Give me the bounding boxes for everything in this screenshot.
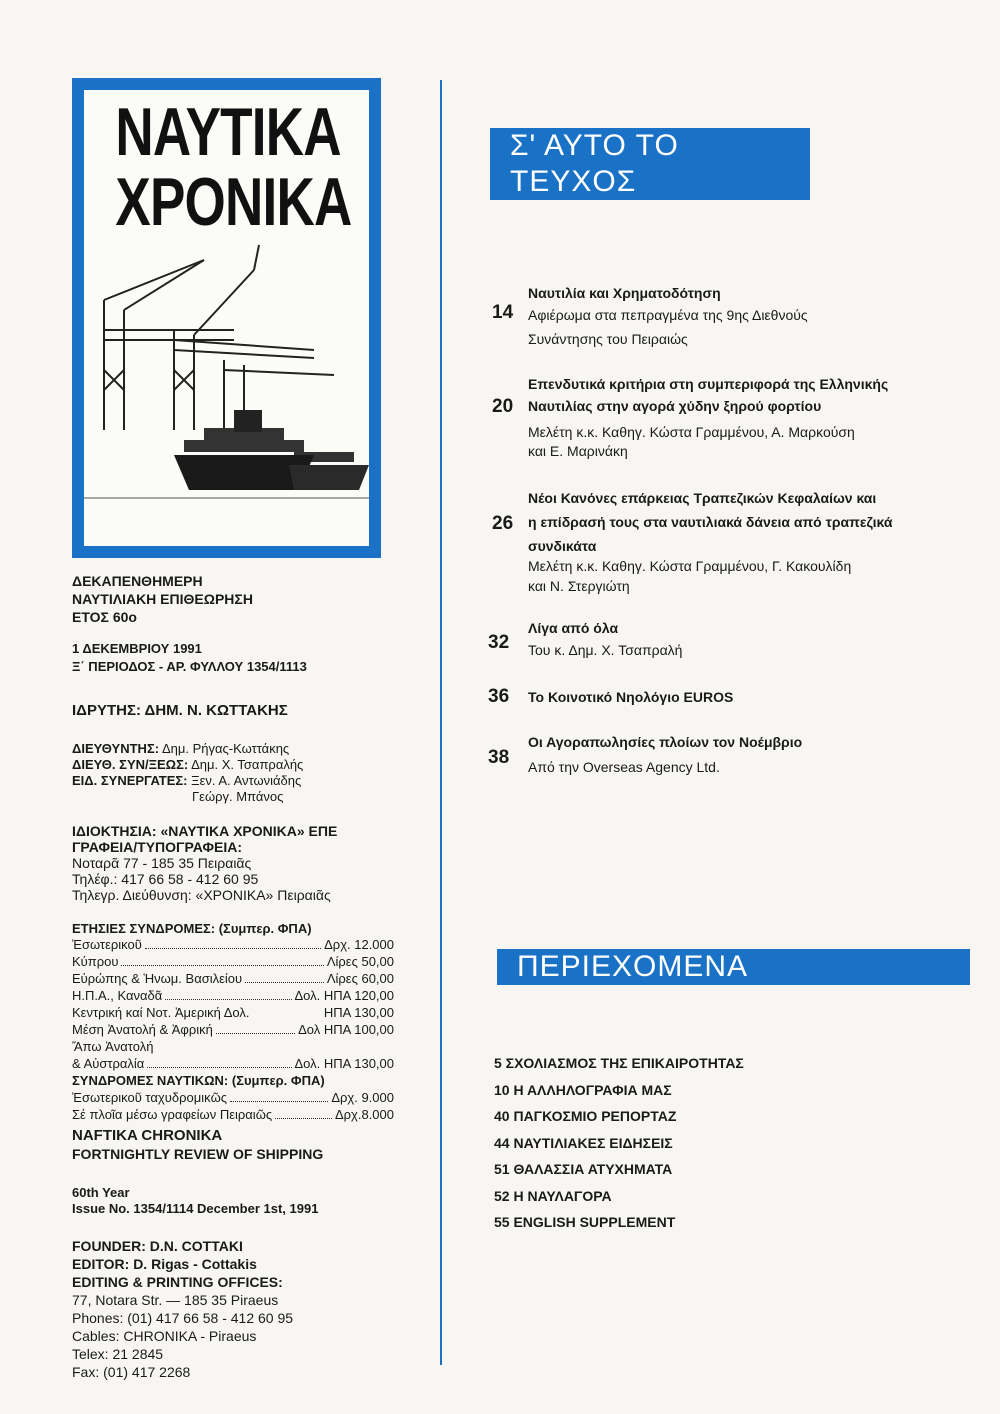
- toc-item-20-title1: Επενδυτικά κριτήρια στη συμπεριφορά της Ελληνικής: [528, 376, 889, 392]
- subscription-row: Σέ πλοῖα μέσω γραφείων Πειραιῶς Δρχ.8.000: [72, 1107, 394, 1122]
- toc-item-36-page: 36: [488, 686, 510, 707]
- english-address: 77, Notara Str. — 185 35 Piraeus: [72, 1292, 279, 1308]
- subscription-row: Ἐσωτερικοῦ Δρχ. 12.000: [72, 937, 394, 952]
- staff-director: [72, 740, 289, 757]
- publication-type-line2: ΝΑΥΤΙΛΙΑΚΗ ΕΠΙΘΕΩΡΗΣΗ: [72, 591, 253, 607]
- english-offices: EDITING & PRINTING OFFICES:: [72, 1274, 283, 1290]
- toc-item-26-sub2: και Ν. Στεργιώτη: [528, 578, 630, 594]
- toc-item-14-page: 14: [492, 302, 514, 323]
- toc-item-38-page: 38: [488, 747, 510, 768]
- subscriptions-table: [72, 936, 394, 1123]
- english-phones: Phones: (01) 417 66 58 - 412 60 95: [72, 1310, 294, 1326]
- toc-item-32-title: Λίγα από όλα: [528, 620, 619, 636]
- english-tagline: FORTNIGHTLY REVIEW OF SHIPPING: [72, 1146, 324, 1162]
- english-cables: Cables: CHRONIKA - Piraeus: [72, 1328, 257, 1344]
- toc-item-26-title2: η επίδρασή τους στα ναυτιλιακά δάνεια από τραπεζικά: [528, 514, 893, 530]
- toc-item-20-sub1: Μελέτη κ.κ. Καθηγ. Κώστα Γραμμένου, Α. Μαρκούση: [528, 424, 855, 440]
- toc-item-36-title: Το Κοινοτικό Νηολόγιο EUROS: [528, 689, 734, 705]
- staff-editor: [72, 756, 303, 773]
- contents-list: [494, 1050, 744, 1236]
- toc-item-14-sub1: Αφιέρωμα στα πεπραγμένα της 9ης Διεθνούς: [528, 307, 808, 323]
- ownership-phone: Τηλέφ.: 417 66 58 - 412 60 95: [72, 871, 259, 887]
- toc-item-26-sub1: Μελέτη κ.κ. Καθηγ. Κώστα Γραμμένου, Γ. Κακουλίδη: [528, 558, 852, 574]
- subscriptions-sailors-heading: ΣΥΝΔΡΟΜΕΣ ΝΑΥΤΙΚΩΝ: (Συμπερ. ΦΠΑ): [72, 1073, 325, 1088]
- publication-type-line1: ΔΕΚΑΠΕΝΘΗΜΕΡΗ: [72, 573, 203, 589]
- staff-editor-label: ΔΙΕΥΘ. ΣΥΝ/ΞΕΩΣ:: [72, 757, 189, 772]
- publication-issue: Ξ΄ ΠΕΡΙΟΔΟΣ - ΑΡ. ΦΥΛΛΟΥ 1354/1113: [72, 659, 307, 674]
- toc-item-32-sub1: Του κ. Δημ. Χ. Τσαπραλή: [528, 642, 683, 658]
- english-name: NAFTIKA CHRONIKA: [72, 1127, 223, 1144]
- list-item: 10 Η ΑΛΛΗΛΟΓΡΑΦΙΑ ΜΑΣ: [494, 1081, 672, 1098]
- subscription-row: Κεντρική καί Νοτ. Ἀμερική Δολ. ΗΠΑ 130,00: [72, 1005, 394, 1020]
- english-fax: Fax: (01) 417 2268: [72, 1364, 191, 1380]
- masthead-title-line2: ΧΡΟΝΙΚΑ: [115, 164, 352, 240]
- toc-item-26-page: 26: [492, 513, 514, 534]
- toc-item-20-sub2: και Ε. Μαρινάκη: [528, 443, 628, 459]
- list-item: 40 ΠΑΓΚΟΣΜΙΟ ΡΕΠΟΡΤΑΖ: [494, 1108, 677, 1124]
- english-issue: Issue No. 1354/1114 December 1st, 1991: [72, 1201, 319, 1216]
- port-cranes-ship-illustration: [84, 240, 369, 540]
- list-item: 44 ΝΑΥΤΙΛΙΑΚΕΣ ΕΙΔΗΣΕΙΣ: [494, 1134, 673, 1151]
- staff-director-name: Δημ. Ρήγας-Κωττάκης: [161, 741, 290, 756]
- list-item: 55 ENGLISH SUPPLEMENT: [494, 1214, 676, 1230]
- toc-item-26-title1: Νέοι Κανόνες επάρκειας Τραπεζικών Κεφαλαίων και: [528, 490, 877, 506]
- subscription-row: Η.Π.Α., Καναδᾶ Δολ. ΗΠΑ 120,00: [72, 988, 394, 1003]
- english-editor: EDITOR: D. Rigas - Cottakis: [72, 1256, 257, 1272]
- staff-collab2: Γεώργ. Μπάνος: [192, 789, 284, 804]
- subscription-row: Ἐσωτερικοῦ ταχυδρομικῶς Δρχ. 9.000: [72, 1090, 394, 1105]
- in-this-issue-heading: Σ' ΑΥΤΟ ΤΟ ΤΕΥΧΟΣ: [490, 128, 810, 200]
- publication-year: ΕΤΟΣ 60ο: [72, 609, 137, 625]
- contents-heading: ΠΕΡΙΕΧΟΜΕΝΑ: [497, 949, 970, 985]
- toc-item-38-sub1: Από την Overseas Agency Ltd.: [528, 759, 720, 775]
- toc-item-14-title: Ναυτιλία και Χρηματοδότηση: [528, 285, 721, 301]
- masthead-title-line1: ΝΑΥΤΙΚΑ: [115, 94, 341, 170]
- ownership-cable: Τηλεγρ. Διεύθυνση: «ΧΡΟΝΙΚΑ» Πειραιᾶς: [72, 887, 331, 903]
- staff-editor-name: Δημ. Χ. Τσαπραλής: [191, 757, 304, 772]
- staff-collab-label: ΕΙΔ. ΣΥΝΕΡΓΑΤΕΣ:: [72, 773, 188, 788]
- list-item: 52 Η ΝΑΥΛΑΓΟΡΑ: [494, 1187, 612, 1204]
- list-item: 5 ΣΧΟΛΙΑΣΜΟΣ ΤΗΣ ΕΠΙΚΑΙΡΟΤΗΤΑΣ: [494, 1055, 744, 1071]
- publication-founder: ΙΔΡΥΤΗΣ: ΔΗΜ. Ν. ΚΩΤΤΑΚΗΣ: [72, 702, 288, 719]
- publication-date: 1 ΔΕΚΕΜΒΡΙΟΥ 1991: [72, 641, 202, 656]
- english-telex: Telex: 21 2845: [72, 1346, 164, 1362]
- toc-item-20-title2: Ναυτιλίας στην αγορά χύδην ξηρού φορτίου: [528, 398, 822, 414]
- staff-director-label: ΔΙΕΥΘΥΝΤΗΣ:: [72, 741, 160, 756]
- subscription-row: Κύπρου Λίρες 50,00: [72, 954, 394, 969]
- ownership-offices: ΓΡΑΦΕΙΑ/ΤΥΠΟΓΡΑΦΕΙΑ:: [72, 839, 242, 855]
- toc-item-32-page: 32: [488, 632, 510, 653]
- subscriptions-heading: ΕΤΗΣΙΕΣ ΣΥΝΔΡΟΜΕΣ: (Συμπερ. ΦΠΑ): [72, 921, 312, 936]
- toc-item-38-title: Οι Αγοραπωλησίες πλοίων τον Νοέμβριο: [528, 734, 803, 750]
- column-divider: [440, 80, 442, 1365]
- subscription-row: Μέση Ἀνατολή & Ἀφρική Δολ ΗΠΑ 100,00: [72, 1022, 394, 1037]
- staff-collab1: Ξεν. Α. Αντωνιάδης: [191, 773, 302, 788]
- masthead-inner: [84, 90, 369, 546]
- subscription-far-east-line1: Ἄπω Ἀνατολή: [72, 1039, 154, 1054]
- english-founder: FOUNDER: D.N. COTTAKI: [72, 1238, 243, 1254]
- masthead-cover: [72, 78, 381, 558]
- subscription-row: Εὐρώπης & Ἡνωμ. Βασιλείου Λίρες 60,00: [72, 971, 394, 986]
- staff-collab: [72, 772, 301, 789]
- english-year: 60th Year: [72, 1185, 130, 1200]
- toc-item-26-title3: συνδικάτα: [528, 538, 597, 554]
- ownership-address: Νοταρᾶ 77 - 185 35 Πειραιᾶς: [72, 855, 252, 871]
- toc-item-14-sub2: Συνάντησης του Πειραιώς: [528, 331, 688, 347]
- list-item: 51 ΘΑΛΑΣΣΙΑ ΑΤΥΧΗΜΑΤΑ: [494, 1161, 673, 1177]
- toc-item-20-page: 20: [492, 396, 514, 417]
- ownership-owner: ΙΔΙΟΚΤΗΣΙΑ: «ΝΑΥΤΙΚΑ ΧΡΟΝΙΚΑ» ΕΠΕ: [72, 823, 338, 839]
- subscription-row: & Αὐστραλία Δολ. ΗΠΑ 130,00: [72, 1056, 394, 1071]
